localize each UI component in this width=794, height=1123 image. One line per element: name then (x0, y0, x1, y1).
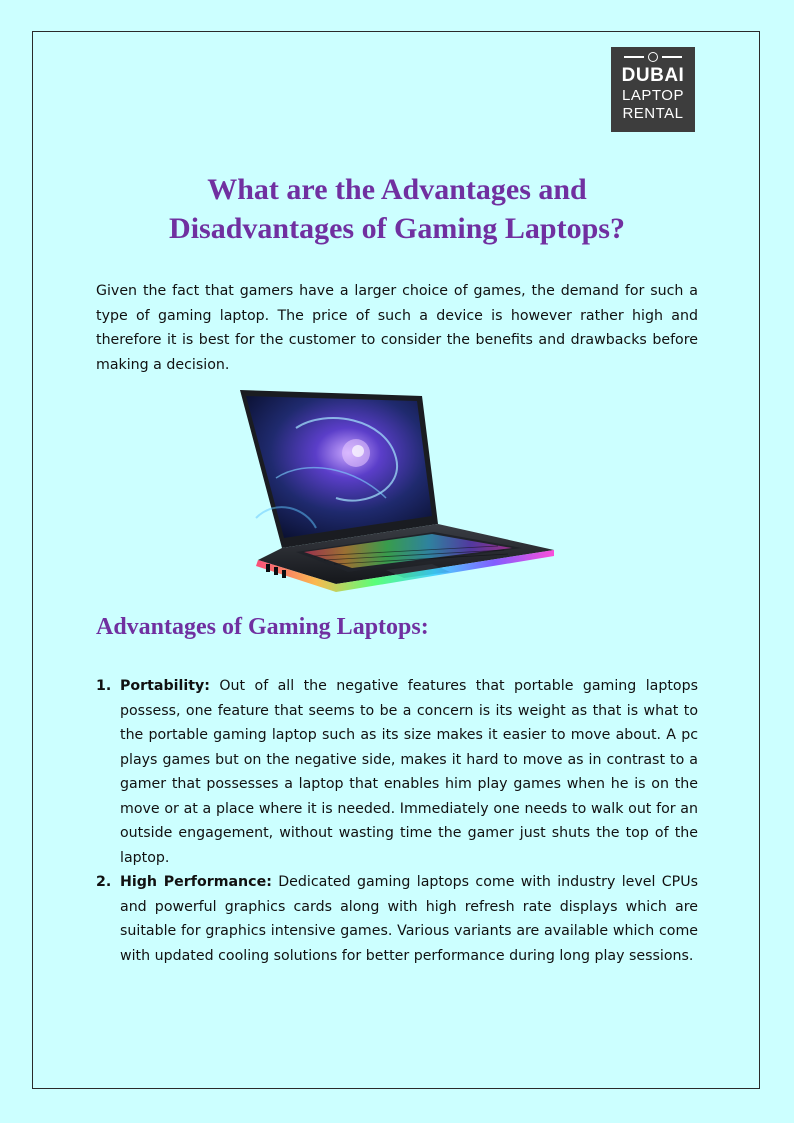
brand-logo (611, 47, 695, 132)
title-line-2: Disadvantages of Gaming Laptops? (169, 212, 625, 245)
list-text: Out of all the negative features that portable gaming laptops possess, one feature that seems to be a concern is its weight as that is what to the portable gaming laptop such as its size makes it easier to move about. A pc plays games but on the negative side, makes it hard to move as in contrast to a gamer that possesses a laptop that enables him play games when he is on the move or at a place where it is needed. Immediately one needs to walk out for an outside engagement, without wasting time the gamer just shuts the top of the laptop. (120, 678, 699, 866)
list-term: Portability: (120, 678, 210, 694)
list-term: High Performance: (120, 874, 272, 890)
list-number: 2. (96, 874, 112, 890)
logo-line-3: RENTAL (622, 105, 684, 122)
logo-line-2: LAPTOP (622, 87, 684, 104)
gaming-laptop-image (236, 388, 558, 596)
logo-line-1: DUBAI (621, 65, 685, 86)
list-item (96, 674, 698, 870)
advantages-list (96, 674, 698, 968)
list-number: 1. (96, 678, 112, 694)
page-title (96, 170, 698, 248)
list-item (96, 870, 698, 968)
intro-paragraph: Given the fact that gamers have a larger choice of games, the demand for such a type of gaming laptop. The price of such a device is however rather high and therefore it is best for the customer to consider the benefits and drawbacks before making a decision. (96, 283, 698, 373)
section-heading: Advantages of Gaming Laptops: (96, 614, 429, 640)
title-line-1: What are the Advantages and (207, 173, 587, 206)
list-text: Dedicated gaming laptops come with industry level CPUs and powerful graphics cards along with high refresh rate displays which are suitable for graphics intensive games. Various variants are available which come with updated cooling solutions for better performance during long play sessions. (120, 874, 699, 964)
logo-emblem-icon (611, 47, 695, 63)
